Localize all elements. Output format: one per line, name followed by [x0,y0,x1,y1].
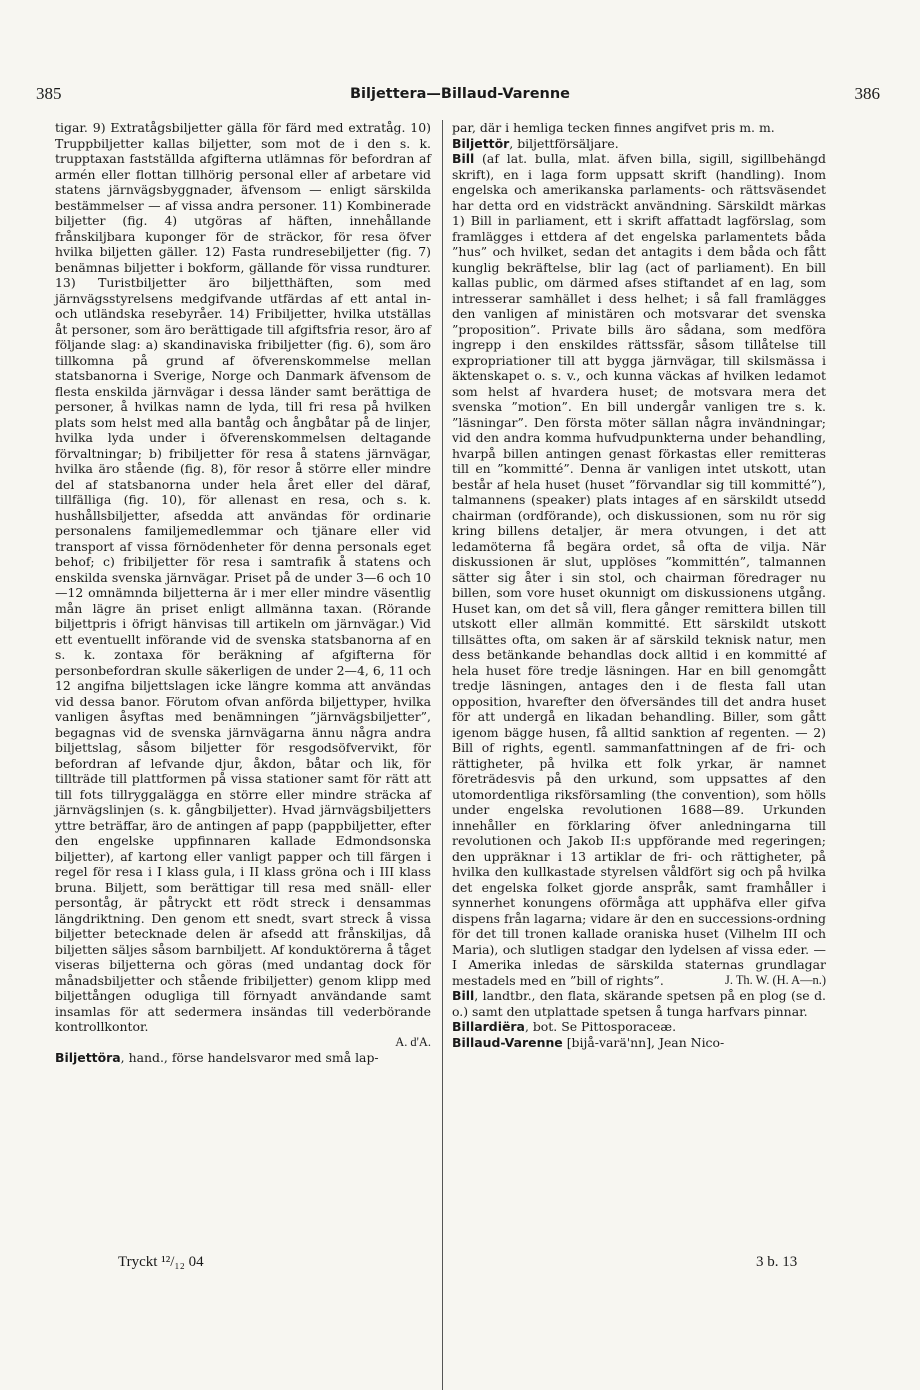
entry-biljettora-text: , hand., förse handelsvaror med små lap- [120,1050,379,1065]
entry-billaud-varenne-text: [bijå-varä'nn], Jean Nico- [562,1034,725,1050]
entry-billaud-varenne [452,1035,826,1051]
entry-bill-landtbr-text: , landtbr., den flata, skärande spetsen på en plog (se d. o.) samt den utplattade spetsen å tunga harfvars pinnar. [452,988,826,1019]
headword-bill: Bill [452,151,475,166]
left-signature: A. d'A. [395,1034,431,1049]
print-date: Tryckt ¹²/₁₂ 04 [118,1254,204,1270]
entry-biljettor-text: , biljettförsäljare. [509,135,619,151]
entry-billardiera-text: , bot. Se Pittosporaceæ. [524,1019,677,1034]
right-column-continuation: par, där i hemliga tecken finnes angifvet pris m. m. [452,120,775,135]
running-header: Biljettera—Billaud-Varenne [349,86,571,102]
right-column [452,120,826,1050]
entry-bill-text: (af lat. bulla, mlat. äfven billa, sigill, sigillbehängd skrift), en i laga form uppsatt skrift (handling). Inom engelska och amerikanska parlaments- och rättsväsendet har detta ord en vidsträckt användning. Särskildt märkas 1) Bill in parliament, ett i skrift affattadt lagförslag, som framlägges i ettdera af det engelska parlamentets båda ”hus” och hvilket, sedan det antagits i dem båda och fått kunglig bekräftelse, blir lag (act of parliament). En bill kallas public, om därmed afses stiftandet af en lag, som intresserar samhället i dess helhet; i så fall framlägges den vanligen af ministären och motsvarar det svenska ”proposition”. Private bills äro sådana, som medföra ingrepp i den enskildes rättssfär, såsom tillåtelse till expropriationer till att bygga järnvägar, till skilsmässa i äktenskapet o. s. v., och kunna väckas af hvilken ledamot som helst af hvardera huset; de motsvara mera det svenska ”motion”. En bill undergår vanligen tre s. k. ”läsningar”. Den första möter sällan några invändningar; vid den andra komma hufvudpunkterna under behandling, hvarpå billen antingen genast förkastas eller remitteras till en ”kommitté”. Denna är vanligen intet utskott, utan består af hela huset (huset ”förvandlar sig till kommitté”), talmannens (speaker) plats intages af en särskildt utsedd chairman (ordförande), och diskussionen, som nu rör sig kring billens detaljer, är mera otvungen, i det att ledamöterna få begära ordet, så ofta de vilja. När diskussionen är slut, upplöses ”kommittén”, talmannen sätter sig åter i sin stol, och chairman föredrager nu billen, som vore huset okunnigt om diskussionens utgång. Huset kan, om det så vill, flera gånger remittera billen till utskott eller allmän kommitté. Ett särskildt utskott tillsättes ofta, om saken är af särskild teknisk natur, men dess betänkande behandlas dock alltid i en kommitté af hela huset före tredje läsningen. Har en bill genomgått tredje läsningen, antages den i de flesta fall utan opposition, hvarefter den öfversändes till det andra huset för att undergå en likadan behandling. Biller, som gått igenom bägge husen, få alltid sanktion af regenten. — 2) Bill of rights, egentl. sammanfattningen af de fri- och rättigheter, på hvilka ett folk yrkar, är namnet företrädesvis på den urkund, som uppsattes af den utomordentliga riksförsamling (the convention), som hölls under engelska revolutionen 1688—89. Urkunden innehåller en förklaring öfver anledningarna till revolutionen och Jakob II:s uppförande med regeringen; den uppräknar i 13 artiklar de fri- och rättigheter, på hvilka den kullkastade styrelsen våldfört sig och på hvilka det engelska folket gjorde anspråk, samt framhåller i synnerhet konungens oförmåga att upphäfva eller gifva dispens från lagarna; vidare är den en successions-ordning för det till tronen kallade oraniska huset (Vilhelm III och Maria), och slutligen stadgar den lydelsen af vissa eder. — I Amerika inledas de särskilda staternas grundlagar mestadels med en ”bill of rights”. [452,151,826,988]
column-divider [442,120,443,1390]
left-column [55,120,431,1066]
entry-bill-landtbr [452,988,826,1019]
entry-biljettora [55,1050,431,1066]
entry-billardiera [452,1019,826,1035]
signature-mark: 3 b. 13 [756,1254,798,1270]
left-column-text: tigar. 9) Extratågsbiljetter gälla för färd med extratåg. 10) Truppbiljetter kallas biljetter, som mot de i den s. k. trupptaxan fastställda afgifterna utlämnas för befordran af armén eller flottan tillhörig personal eller af arbetare vid statens järnvägsbyggnader, äfvensom — enligt särskilda bestämmelser — af vissa andra personer. 11) Kombinerade biljetter (fig. 4) utgöras af häften, innehållande frånskiljbara kuponger för de sträckor, för resa öfver hvilka biljetten gäller. 12) Fasta rundresebiljetter (fig. 7) benämnas biljetter i bokform, gällande för vissa rundturer. 13) Turistbiljetter äro biljetthäften, som med järnvägsstyrelsens medgifvande utfärdas af ett antal in- och utländska resebyråer. 14) Fribiljetter, hvilka utställas åt personer, som äro berättigade till afgiftsfria resor, äro af följande slag: a) skandinaviska fribiljetter (fig. 6), som äro tillkomna på grund af öfverenskommelse mellan statsbanorna i Sverige, Norge och Danmark äfvensom de flesta enskilda järnvägar i dessa länder samt berättiga de personer, å hvilkas namn de lyda, till fri resa på hvilken plats som helst med alla bantåg och ångbåtar på de linjer, hvilka lyda under i öfverenskommelsen deltagande förvaltningar; b) fribiljetter för resa å statens järnvägar, hvilka äro stående (fig. 8), för resor å större eller mindre del af statsbanorna under hela året eller del däraf, tillfälliga (fig. 10), för allenast en resa, och s. k. hushållsbiljetter, afsedda att användas för ordinarie personalens familjemedlemmar och tjänare eller vid transport af vissa förnödenheter för denna personals eget behof; c) fribiljetter för resa i samtrafik å statens och enskilda svenska järnvägar. Priset på de under 3—6 och 10—12 omnämnda biljetterna är i mer eller mindre väsentlig mån lägre än priset enligt allmänna taxan. (Rörande biljettpris i öfrigt hänvisas till artikeln om järnvägar.) Vid ett eventuellt införande vid de svenska statsbanorna af en s. k. zontaxa för beräkning af afgifterna för personbefordran skulle säkerligen de under 2—4, 6, 11 och 12 angifna biljettslagen icke längre komma att användas vid dessa banor. Förutom ofvan anförda biljettyper, hvilka vanligen åsyftas med benämningen ”järnvägsbiljetter”, begagnas vid de svenska järnvägarna ännu några andra biljettslag, såsom biljetter för resgodsöfvervikt, för befordran af lefvande djur, åkdon, båtar och lik, för tillträde till plattformen på vissa stationer samt för rätt att till fots tillryggalägga en större eller mindre sträcka af järnvägslinjen (s. k. gångbiljetter). Hvad järnvägsbiljetters yttre beträffar, äro de antingen af papp (pappbiljetter, efter den engelske uppfinnaren kallade Edmondsonska biljetter), af kartong eller vanligt papper och till färgen i regel för resa i I klass gula, i II klass gröna och i III klass bruna. Biljett, som berättigar till resa med snäll- eller persontåg, är påtryckt ett rödt streck i densammas längdriktning. Den genom ett snedt, svart streck å vissa biljetter betecknade delen är afsedd att frånskiljas, då biljetten säljes såsom barnbiljett. Af konduktörerna å tåget viseras biljetterna och göras (med undantag dock för månadsbiljetter och stående fribiljetter) genom klipp med biljettången odugliga till förnyadt användande samt insamlas för att sedermera insändas till vederbörande kontrollkontor. [55,120,431,1034]
headword-bill-2: Bill [452,988,475,1003]
headword-billaud-varenne: Billaud-Varenne [452,1034,563,1050]
headword-biljettor: Biljettör [452,135,510,151]
left-signature-line [55,1035,431,1051]
headword-billardiera: Billardiëra [452,1019,525,1034]
entry-bill [452,151,826,988]
right-signature: J. Th. W. (H. A—n.) [724,972,826,987]
headword-biljettora: Biljettöra [55,1050,121,1065]
entry-biljettor [452,136,826,152]
page-number-right: 386 [854,84,880,103]
page-number-left: 385 [36,84,62,103]
